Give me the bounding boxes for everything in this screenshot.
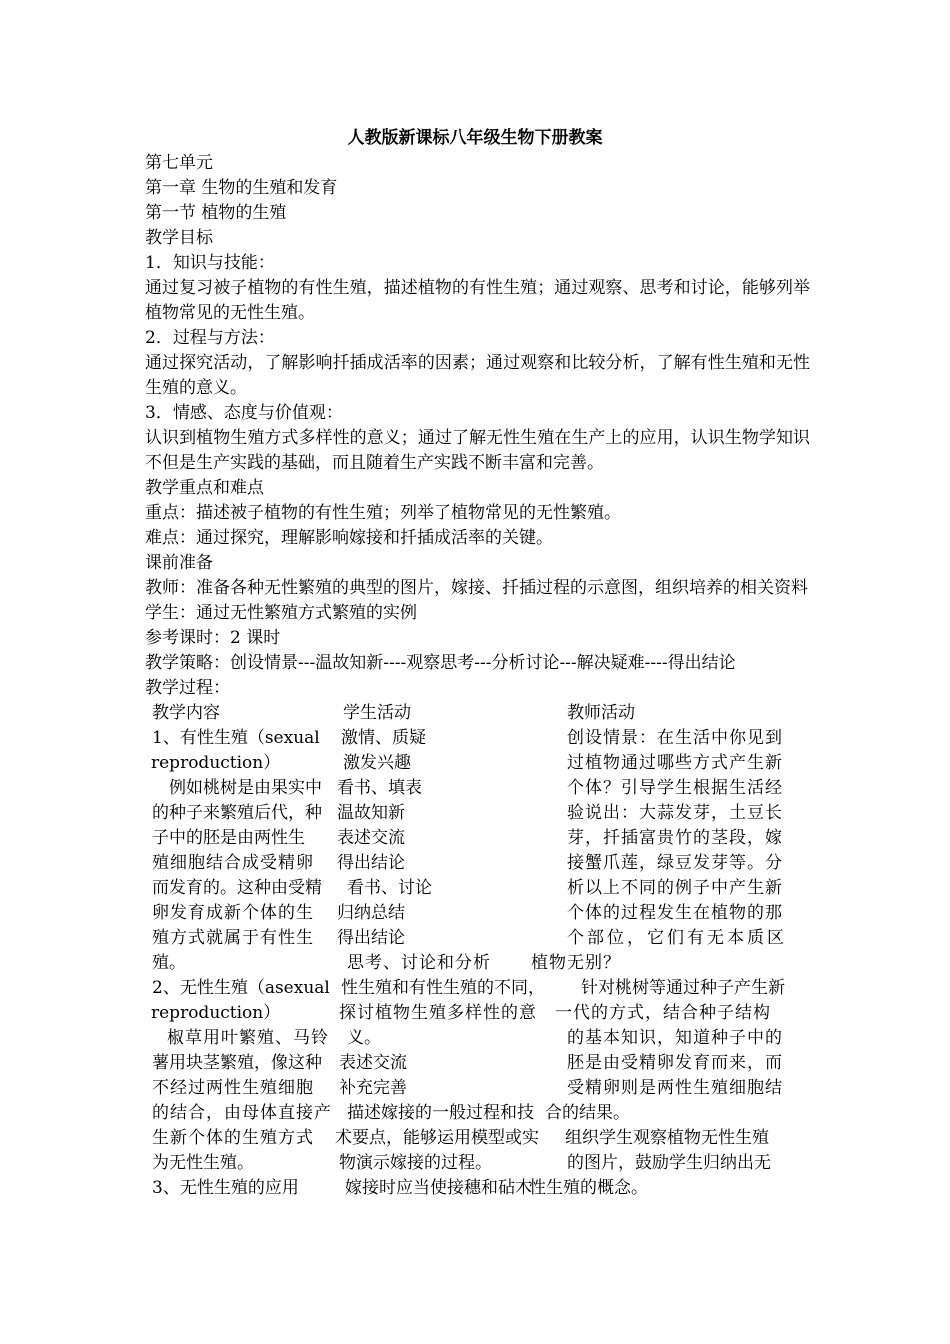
table-cell: 殖细胞结合成受精卵 xyxy=(152,853,314,873)
table-cell: 植物无别？ xyxy=(531,953,621,973)
chapter-heading: 第一章 生物的生殖和发育 xyxy=(145,178,338,198)
objective-3-heading: 3．情感、态度与价值观： xyxy=(145,403,343,423)
key-point: 重点：描述被子植物的有性生殖；列举了植物常见的无性繁殖。 xyxy=(145,503,621,523)
table-cell: 温故知新 xyxy=(337,803,405,823)
table-cell: 的基本知识，知道种子中的 xyxy=(567,1028,783,1048)
table-cell: 过植物通过哪些方式产生新 xyxy=(567,753,783,773)
table-cell: 胚是由受精卵发育而来，而 xyxy=(567,1053,783,1073)
table-cell: 个体？引导学生根据生活经 xyxy=(567,778,783,798)
table-cell: 个部位，它们有无本质区 xyxy=(567,928,787,948)
table-cell: 看书、讨论 xyxy=(347,878,432,898)
table-cell: 义。 xyxy=(347,1028,381,1048)
table-cell: 表述交流 xyxy=(337,828,405,848)
table-cell: 芽，扦插富贵竹的茎段，嫁 xyxy=(567,828,783,848)
table-cell: 归纳总结 xyxy=(337,903,405,923)
table-row xyxy=(145,851,810,876)
table-cell: 椒草用叶繁殖、马铃 xyxy=(167,1028,329,1048)
table-cell: reproduction） xyxy=(151,753,281,773)
document-body xyxy=(145,151,810,1201)
table-cell: 性生殖的概念。 xyxy=(529,1178,648,1198)
table-cell: 得出结论 xyxy=(337,853,405,873)
table-cell: 创设情景：在生活中你见到 xyxy=(567,728,783,748)
document-title: 人教版新课标八年级生物下册教案 xyxy=(347,128,603,148)
key-points-heading: 教学重点和难点 xyxy=(145,478,264,498)
table-cell: 探讨植物生殖多样性的意 xyxy=(339,1003,537,1023)
table-cell: 针对桃树等通过种子产生新 xyxy=(581,978,785,998)
objective-2-text: 通过探究活动，了解影响扦插成活率的因素；通过观察和比较分析，了解有性生殖和无性生殖的意义。 xyxy=(145,353,810,398)
table-cell: 补充完善 xyxy=(339,1078,407,1098)
table-row xyxy=(145,726,810,751)
process-table xyxy=(145,726,810,1201)
table-cell: 殖方式就属于有性生 xyxy=(152,928,314,948)
table-cell: 激发兴趣 xyxy=(343,753,411,773)
table-row xyxy=(145,1026,810,1051)
objective-1-text: 通过复习被子植物的有性生殖，描述植物的有性生殖；通过观察、思考和讨论，能够列举植物常见的无性生殖。 xyxy=(145,278,810,323)
table-cell: 个体的过程发生在植物的那 xyxy=(567,903,783,923)
class-hours: 参考课时：2 课时 xyxy=(145,628,281,648)
table-row xyxy=(145,826,810,851)
table-cell: 思考、讨论和分析 xyxy=(347,953,491,973)
table-cell: 组织学生观察植物无性生殖 xyxy=(565,1128,769,1148)
table-row xyxy=(145,1076,810,1101)
table-cell: 为无性生殖。 xyxy=(152,1153,254,1173)
table-cell: 不经过两性生殖细胞 xyxy=(152,1078,314,1098)
table-cell: 接蟹爪莲，绿豆发芽等。分 xyxy=(567,853,783,873)
preparation-heading: 课前准备 xyxy=(145,553,213,573)
table-row xyxy=(145,751,810,776)
table-cell: 析以上不同的例子中产生新 xyxy=(567,878,783,898)
table-cell: 1、有性生殖（sexual xyxy=(152,728,320,748)
teaching-strategy: 教学策略：创设情景---温故知新----观察思考---分析讨论---解决疑难----得出结论 xyxy=(145,653,736,673)
table-row xyxy=(145,926,810,951)
table-header-row xyxy=(145,701,810,726)
table-row xyxy=(145,1126,810,1151)
table-cell: 合的结果。 xyxy=(545,1103,630,1123)
table-cell: reproduction） xyxy=(151,1003,281,1023)
process-heading: 教学过程： xyxy=(145,678,230,698)
table-cell: 得出结论 xyxy=(337,928,405,948)
table-header-content: 教学内容 xyxy=(152,703,220,723)
preparation-teacher: 教师：准备各种无性繁殖的典型的图片，嫁接、扦插过程的示意图，组织培养的相关资料 xyxy=(145,578,808,598)
table-row xyxy=(145,801,810,826)
table-cell: 激情、质疑 xyxy=(341,728,426,748)
table-cell: 薯用块茎繁殖，像这种 xyxy=(152,1053,322,1073)
difficult-point: 难点：通过探究，理解影响嫁接和扦插成活率的关键。 xyxy=(145,528,553,548)
table-cell: 生新个体的生殖方式 xyxy=(152,1128,314,1148)
table-cell: 的图片，鼓励学生归纳出无 xyxy=(567,1153,771,1173)
objective-2-heading: 2．过程与方法： xyxy=(145,328,275,348)
table-cell: 而发育的。这种由受精 xyxy=(152,878,322,898)
table-row xyxy=(145,976,810,1001)
objectives-heading: 教学目标 xyxy=(145,228,213,248)
table-row xyxy=(145,951,810,976)
table-row xyxy=(145,776,810,801)
section-heading: 第一节 植物的生殖 xyxy=(145,203,287,223)
table-cell: 描述嫁接的一般过程和技 xyxy=(347,1103,534,1123)
table-row xyxy=(145,876,810,901)
table-row xyxy=(145,901,810,926)
table-header-student: 学生活动 xyxy=(343,703,411,723)
table-cell: 例如桃树是由果实中 xyxy=(169,778,322,798)
table-cell: 嫁接时应当使接穗和砧木 xyxy=(345,1178,532,1198)
table-cell: 卵发育成新个体的生 xyxy=(152,903,314,923)
table-cell: 验说出：大蒜发芽，土豆长 xyxy=(567,803,783,823)
table-cell: 受精卵则是两性生殖细胞结 xyxy=(567,1078,783,1098)
table-row xyxy=(145,1101,810,1126)
table-row xyxy=(145,1151,810,1176)
objective-3-text: 认识到植物生殖方式多样性的意义；通过了解无性生殖在生产上的应用，认识生物学知识不但是生产实践的基础，而且随着生产实践不断丰富和完善。 xyxy=(145,428,810,473)
table-cell: 术要点，能够运用模型或实 xyxy=(335,1128,539,1148)
table-cell: 一代的方式，结合种子结构 xyxy=(555,1003,771,1023)
table-cell: 3、无性生殖的应用 xyxy=(152,1178,299,1198)
table-cell: 看书、填表 xyxy=(337,778,422,798)
objective-1-heading: 1．知识与技能： xyxy=(145,253,275,273)
unit-heading: 第七单元 xyxy=(145,153,213,173)
table-cell: 表述交流 xyxy=(339,1053,407,1073)
table-cell: 子中的胚是由两性生 xyxy=(152,828,305,848)
table-cell: 物演示嫁接的过程。 xyxy=(339,1153,492,1173)
preparation-student: 学生：通过无性繁殖方式繁殖的实例 xyxy=(145,603,417,623)
table-cell: 殖。 xyxy=(152,953,186,973)
table-header-teacher: 教师活动 xyxy=(567,703,635,723)
table-cell: 性生殖和有性生殖的不同， xyxy=(341,978,545,998)
table-row xyxy=(145,1001,810,1026)
table-row xyxy=(145,1176,810,1201)
table-row xyxy=(145,1051,810,1076)
table-cell: 2、无性生殖（asexual xyxy=(152,978,330,998)
table-cell: 的结合，由母体直接产 xyxy=(152,1103,332,1123)
table-cell: 的种子来繁殖后代，种 xyxy=(152,803,322,823)
